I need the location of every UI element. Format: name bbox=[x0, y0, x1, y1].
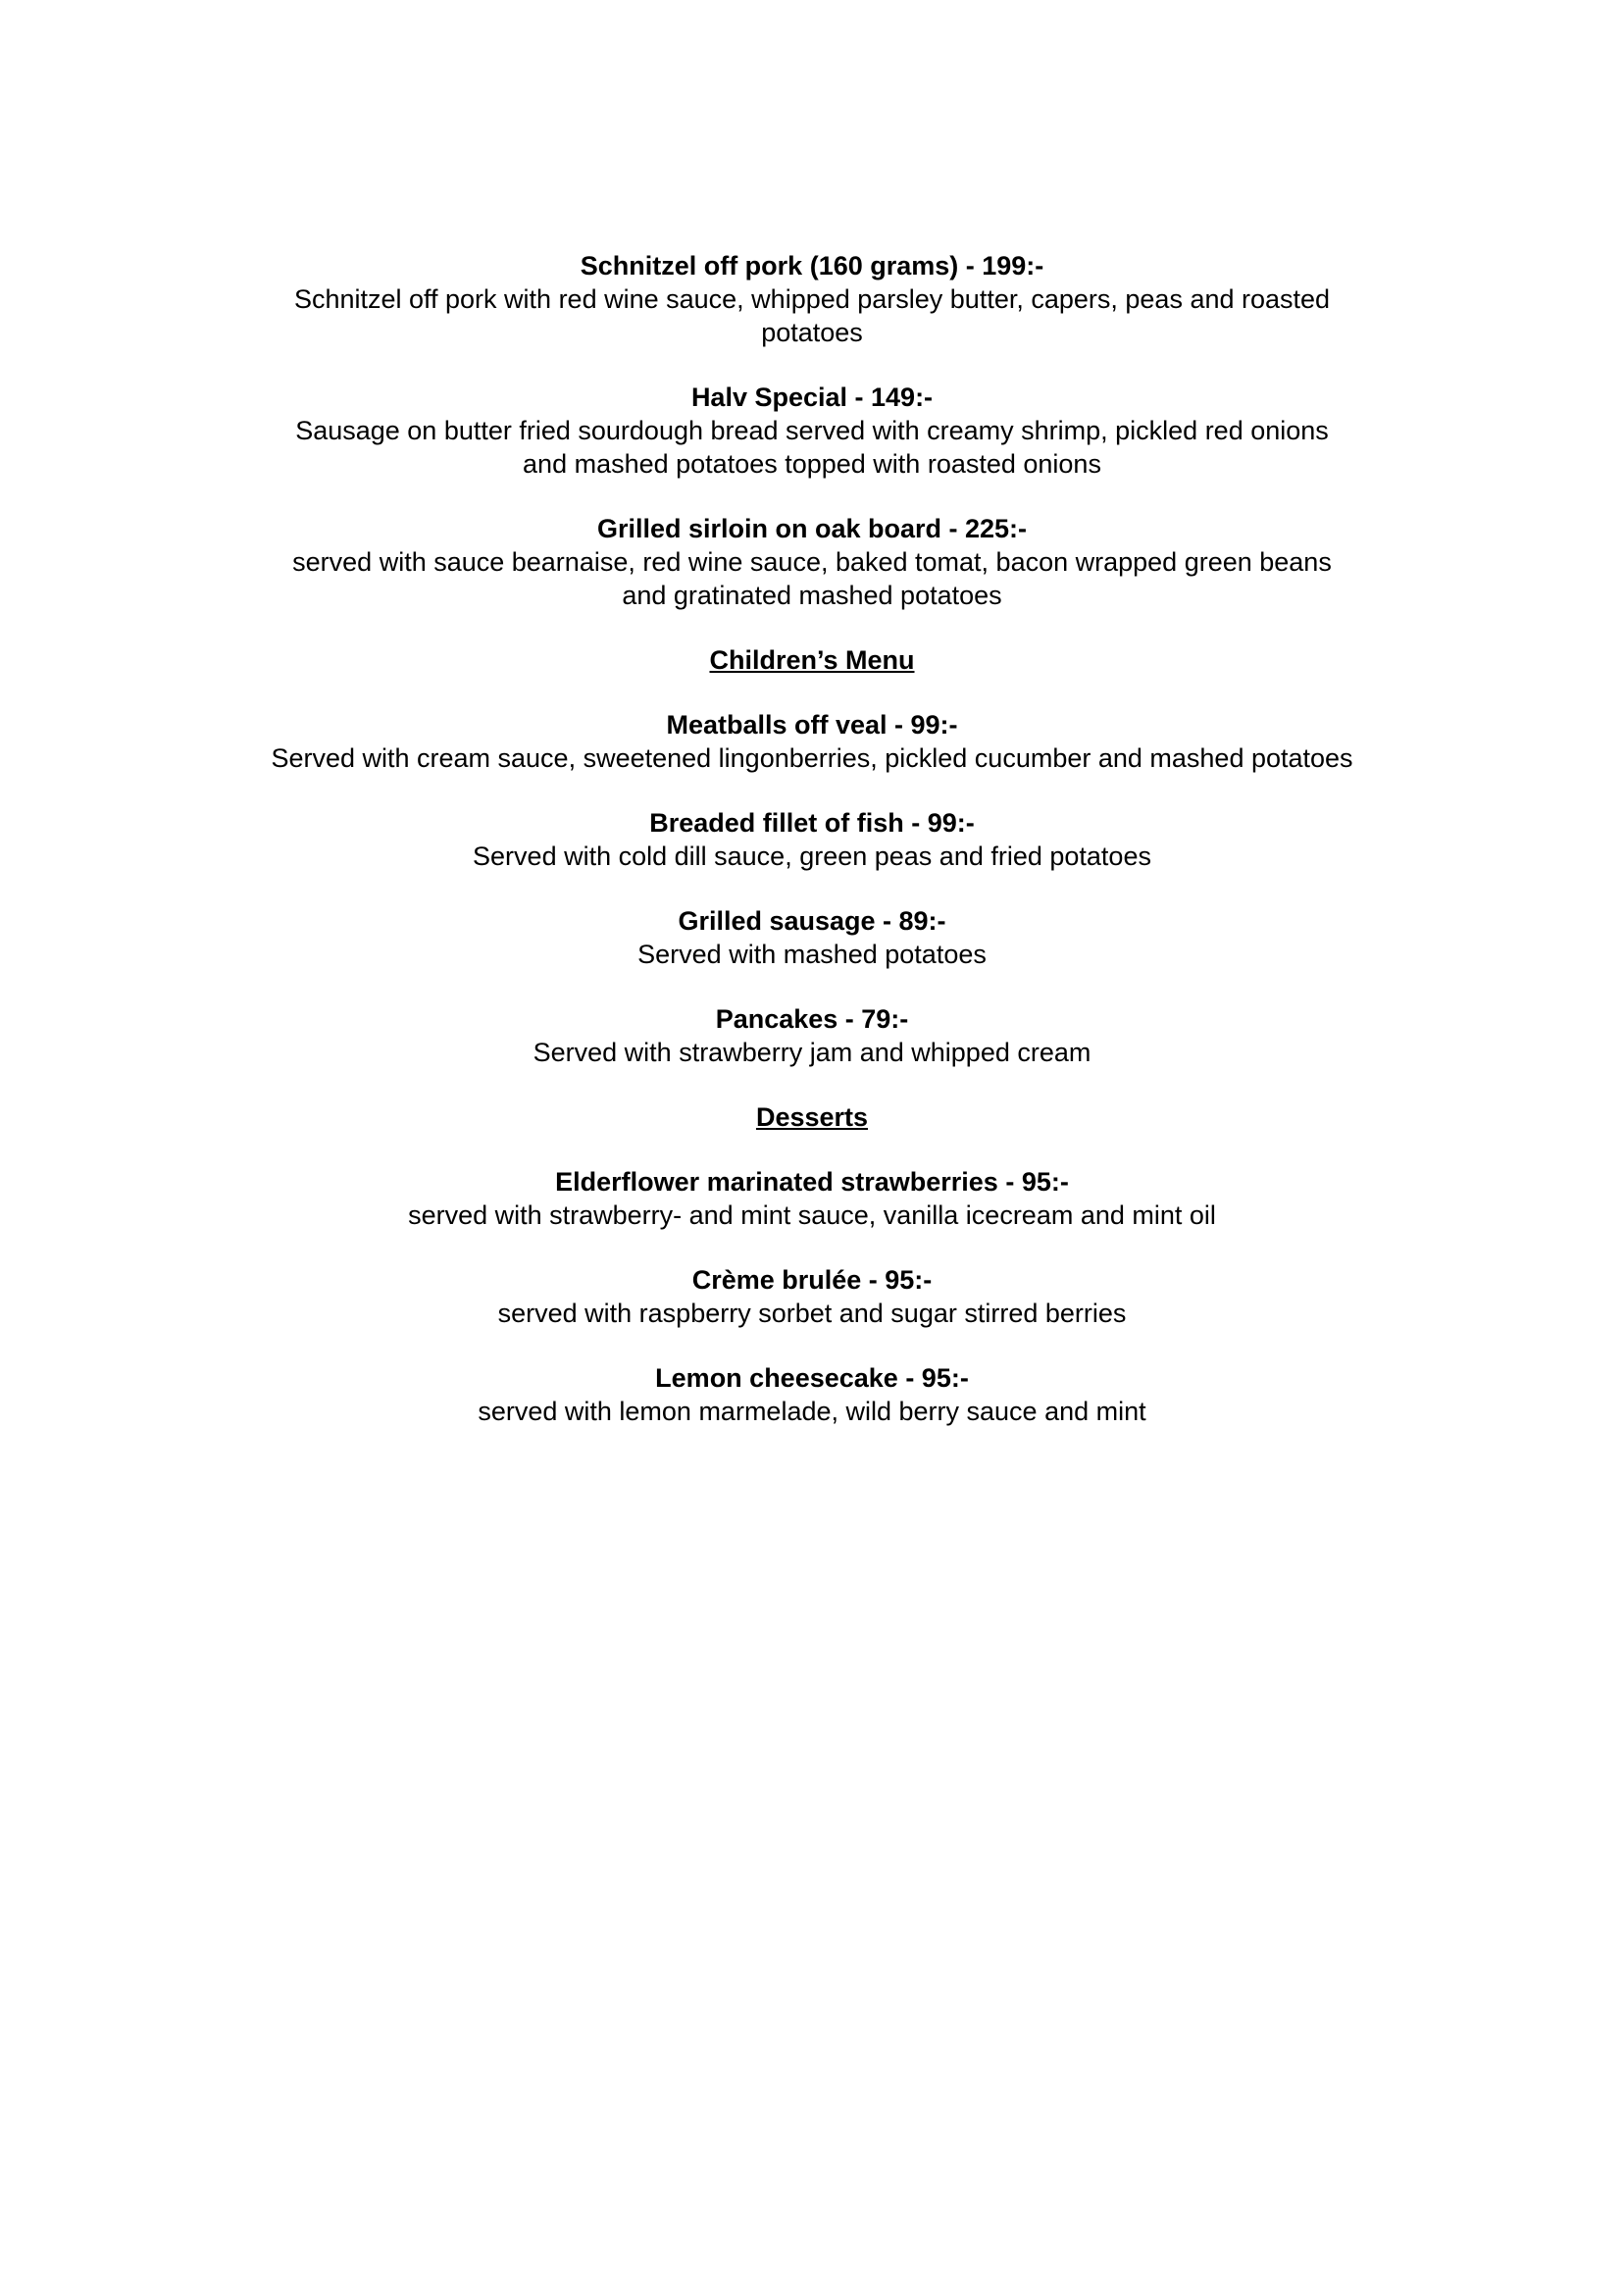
menu-item bbox=[253, 1263, 1371, 1330]
menu-item-description: Served with strawberry jam and whipped cream bbox=[533, 1038, 1091, 1067]
menu-item bbox=[273, 249, 1351, 349]
menu-item-description: served with lemon marmelade, wild berry sauce and mint bbox=[478, 1397, 1146, 1426]
menu-item-description: Served with cold dill sauce, green peas and fried potatoes bbox=[473, 842, 1151, 871]
menu-item-description: served with sauce bearnaise, red wine sauce, baked tomat, bacon wrapped green beans and gratinated mashed potatoes bbox=[292, 547, 1332, 610]
menu-item-title: Grilled sirloin on oak board - 225:- bbox=[596, 514, 1028, 543]
menu-item bbox=[253, 708, 1371, 775]
menu-item-title: Halv Special - 149:- bbox=[690, 383, 934, 412]
menu-item-description: served with raspberry sorbet and sugar stirred berries bbox=[497, 1299, 1127, 1328]
menu-item-title: Elderflower marinated strawberries - 95:- bbox=[555, 1167, 1069, 1197]
menu-item bbox=[273, 381, 1351, 481]
menu-item-description: Served with mashed potatoes bbox=[637, 940, 987, 969]
menu-page bbox=[0, 249, 1624, 1459]
menu-item-title: Breaded fillet of fish - 99:- bbox=[649, 808, 975, 838]
menu-item-title: Schnitzel off pork (160 grams) - 199:- bbox=[580, 251, 1044, 281]
menu-item-title: Crème brulée - 95:- bbox=[691, 1265, 933, 1295]
menu-item-title: Meatballs off veal - 99:- bbox=[666, 710, 958, 740]
menu-item bbox=[253, 1165, 1371, 1232]
menu-item-description: Served with cream sauce, sweetened lingonberries, pickled cucumber and mashed potatoes bbox=[271, 743, 1353, 773]
menu-item bbox=[253, 1361, 1371, 1428]
menu-item-title: Lemon cheesecake - 95:- bbox=[655, 1363, 969, 1393]
menu-item bbox=[253, 904, 1371, 971]
menu-item-title: Pancakes - 79:- bbox=[715, 1004, 909, 1034]
menu-item bbox=[253, 1002, 1371, 1069]
menu-item-title: Grilled sausage - 89:- bbox=[678, 906, 946, 936]
menu-item-description: Schnitzel off pork with red wine sauce, whipped parsley butter, capers, peas and roasted potatoes bbox=[293, 284, 1331, 347]
menu-item-description: served with strawberry- and mint sauce, vanilla icecream and mint oil bbox=[408, 1200, 1216, 1230]
menu-item bbox=[273, 512, 1351, 612]
desserts-heading: Desserts bbox=[755, 1102, 869, 1132]
childrens-menu-heading: Children’s Menu bbox=[709, 645, 915, 675]
menu-item bbox=[253, 806, 1371, 873]
menu-item-description: Sausage on butter fried sourdough bread served with creamy shrimp, pickled red onions and mashed potatoes topped with roasted onions bbox=[295, 416, 1329, 479]
